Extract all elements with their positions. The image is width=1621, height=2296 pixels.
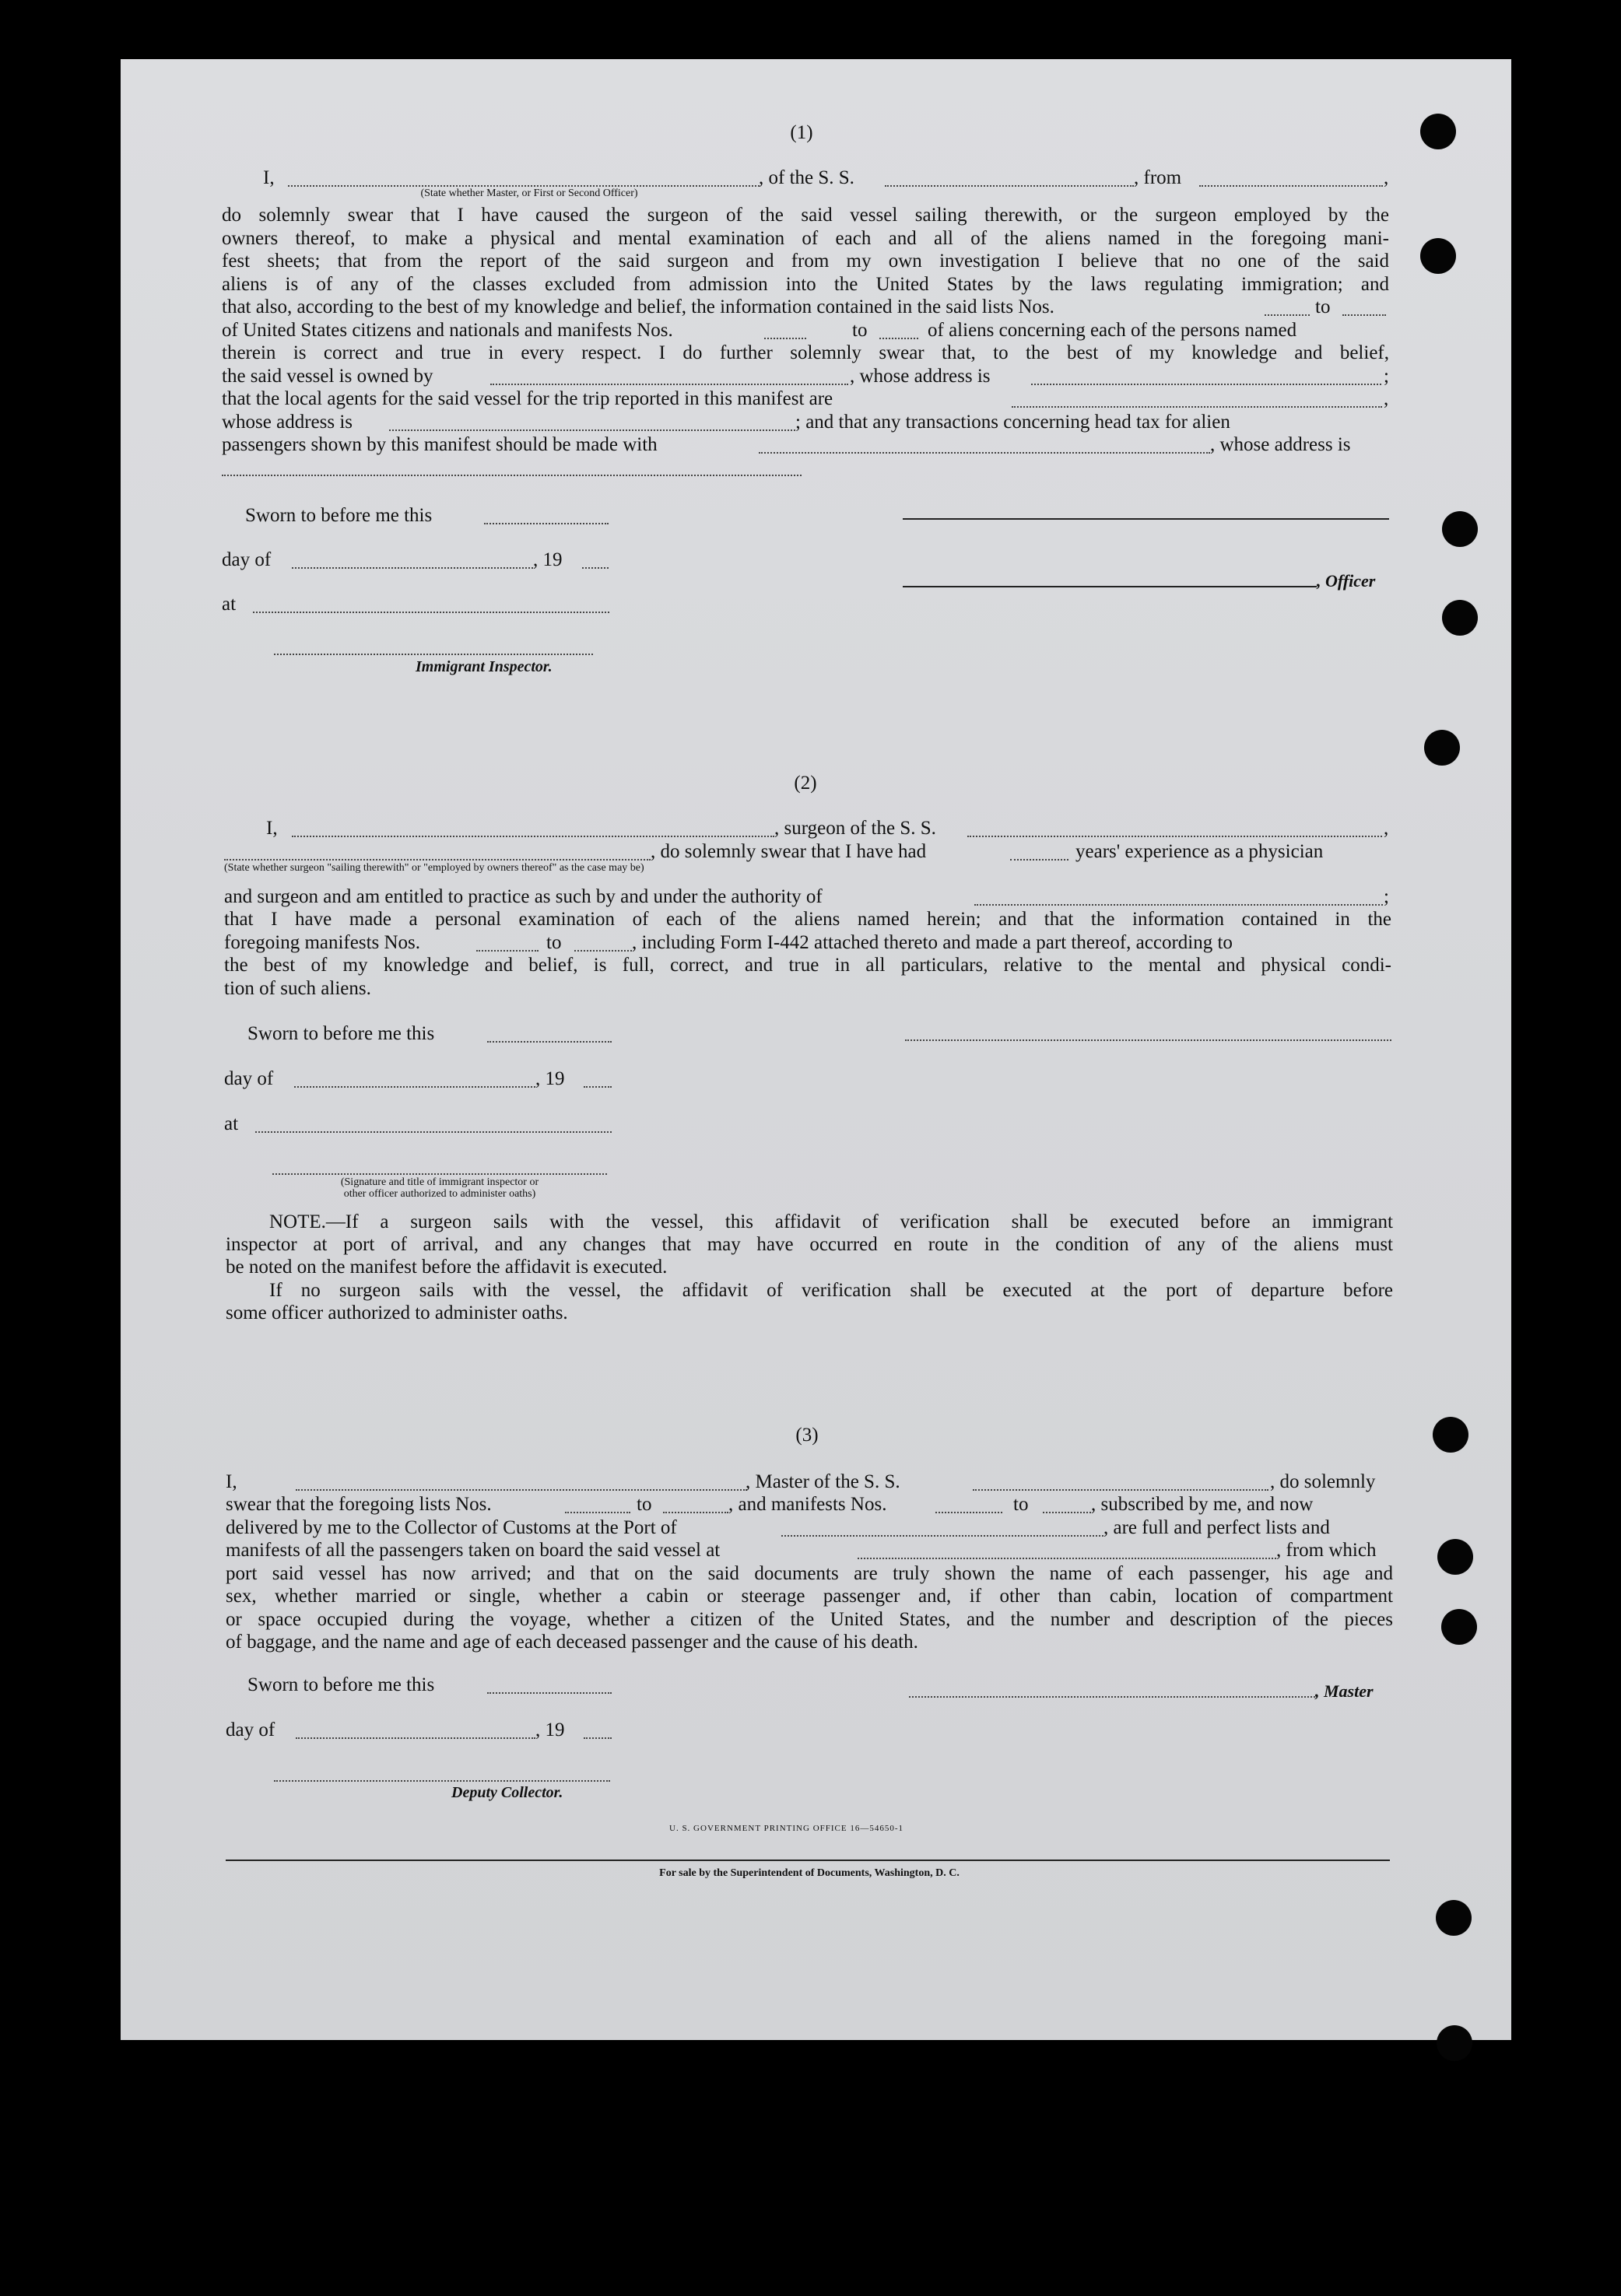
gpo-imprint: U. S. GOVERNMENT PRINTING OFFICE 16—54650-1	[669, 1824, 904, 1833]
punch-hole	[1424, 730, 1460, 766]
ss-label: , of the S. S.	[759, 167, 854, 188]
note-text: some officer authorized to administer oaths.	[226, 1302, 568, 1323]
deputy-collector-label: Deputy Collector.	[451, 1784, 563, 1801]
punch-hole	[1436, 1900, 1472, 1936]
punch-hole	[1437, 1539, 1473, 1575]
sale-notice: For sale by the Superintendent of Documents, Washington, D. C.	[659, 1867, 960, 1879]
punch-hole	[1442, 600, 1478, 636]
punch-hole	[1433, 1417, 1468, 1453]
master-note: (State whether Master, or First or Second Officer)	[420, 188, 638, 199]
officer-label: , Officer	[1317, 571, 1376, 591]
section-2-number: (2)	[794, 773, 817, 794]
master-label: , Master	[1315, 1681, 1374, 1701]
section-1-number: (1)	[790, 122, 813, 143]
note-text: be noted on the manifest before the affidavit is executed.	[226, 1257, 668, 1278]
oath-text: fest sheets; that from the report of the said surgeon and from my own investigation I believe that no one of the said	[222, 251, 1389, 272]
from-label: , from	[1134, 167, 1182, 188]
immigrant-inspector-label: Immigrant Inspector.	[416, 658, 553, 675]
note-text: If no surgeon sails with the vessel, the affidavit of verification shall be executed at the port of departure before	[269, 1280, 1393, 1301]
note-text: NOTE.—If a surgeon sails with the vessel, this affidavit of verification shall be executed before an immigrant	[269, 1211, 1393, 1232]
oath-text: aliens is of any of the classes excluded from admission into the United States by the laws regulating immigration; and	[222, 274, 1389, 295]
punch-hole	[1420, 114, 1456, 149]
oath-text: owners thereof, to make a physical and mental examination of each and all of the aliens named in the foregoing mani-	[222, 228, 1389, 249]
oath-text: do solemnly swear that I have caused the surgeon of the said vessel sailing therewith, or the surgeon employed by the	[222, 205, 1389, 226]
surgeon-note: (State whether surgeon "sailing therewith" or "employed by owners thereof" as the case may be)	[224, 862, 644, 874]
section-3-number: (3)	[795, 1425, 819, 1446]
punch-hole	[1437, 2025, 1472, 2061]
punch-hole	[1420, 238, 1456, 274]
oath-i: I,	[263, 167, 275, 188]
punch-hole	[1442, 511, 1478, 547]
note-text: inspector at port of arrival, and any changes that may have occurred en route in the condition of any of the aliens must	[226, 1234, 1393, 1255]
sworn-label: Sworn to before me this	[245, 505, 433, 526]
punch-hole	[1441, 1609, 1477, 1645]
